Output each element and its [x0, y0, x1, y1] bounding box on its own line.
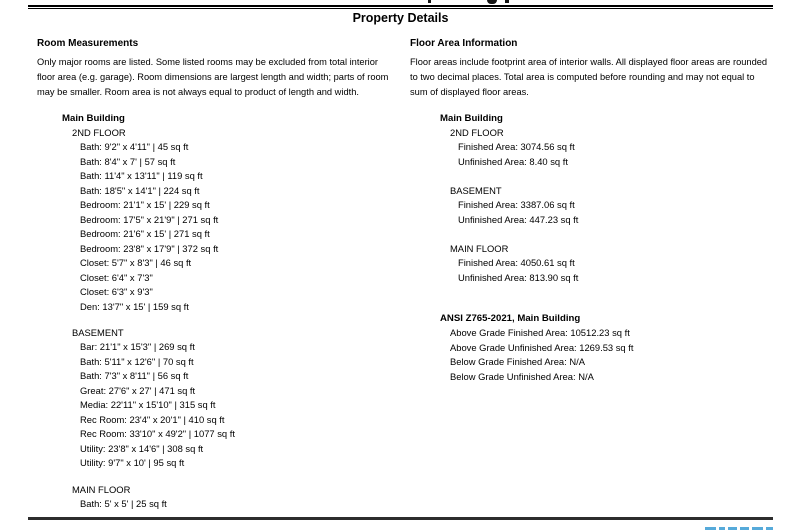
area-list: [458, 256, 770, 285]
room-row: Bath: 8'4" x 7' | 57 sq ft: [80, 155, 176, 167]
area-row: Finished Area: 4050.61 sq ft: [458, 257, 575, 268]
floor-name: BASEMENT: [72, 327, 124, 338]
room-list: [80, 497, 395, 512]
ansi-row: Below Grade Finished Area: N/A: [450, 356, 585, 367]
room-row: Closet: 6'3" x 9'3": [80, 286, 153, 297]
floor-area-information-heading: Floor Area Information: [410, 38, 518, 49]
room-row: Bath: 9'2" x 4'11" | 45 sq ft: [80, 141, 189, 152]
clipped-header-text-fragment: [428, 0, 431, 3]
room-row: Bath: 11'4" x 13'11" | 119 sq ft: [80, 170, 203, 181]
room-row: Bath: 7'3" x 8'11" | 56 sq ft: [80, 370, 189, 381]
area-row: Unfinished Area: 8.40 sq ft: [458, 155, 568, 167]
room-row: Closet: 5'7" x 8'3" | 46 sq ft: [80, 257, 192, 268]
room-measurements-building-block: [62, 112, 395, 511]
footer-rule: [28, 517, 773, 520]
room-list: [80, 140, 395, 314]
ansi-heading: ANSI Z765-2021, Main Building: [440, 313, 581, 324]
room-row: Bath: 18'5" x 14'1" | 224 sq ft: [80, 184, 200, 196]
room-row: Great: 27'6" x 27' | 471 sq ft: [80, 384, 196, 396]
floor-group-main-floor: [62, 483, 395, 512]
room-row: Closet: 6'4" x 7'3": [80, 271, 153, 283]
room-row: Utility: 23'8" x 14'6" | 308 sq ft: [80, 442, 204, 454]
area-group-2nd-floor: [440, 126, 770, 169]
building-name: Main Building: [440, 113, 503, 124]
room-row: Rec Room: 33'10" x 49'2" | 1077 sq ft: [80, 428, 235, 439]
floor-area-information-section: [410, 38, 770, 384]
building-name: Main Building: [62, 113, 125, 124]
area-group-basement: [440, 184, 770, 227]
room-row: Bedroom: 21'1" x 15' | 229 sq ft: [80, 199, 210, 210]
room-row: Bath: 5'11" x 12'6" | 70 sq ft: [80, 355, 194, 367]
floor-group-basement: [62, 326, 395, 471]
ansi-standard-block: [440, 312, 770, 384]
ansi-list: [450, 326, 770, 384]
area-row: Unfinished Area: 447.23 sq ft: [458, 213, 579, 225]
floor-name: MAIN FLOOR: [72, 483, 131, 495]
area-list: [458, 140, 770, 169]
ansi-row: Above Grade Unfinished Area: 1269.53 sq ft: [450, 341, 634, 353]
room-row: Bedroom: 23'8" x 17'9" | 372 sq ft: [80, 242, 219, 254]
room-measurements-description: Only major rooms are listed. Some listed rooms may be excluded from total interior floor area (e.g. garage). Room dimensions are largest length and width; parts of room may be smaller. Room area is not always equal to product of length and width.: [37, 57, 389, 97]
page-title: Property Details: [352, 11, 449, 25]
room-row: Bath: 5' x 5' | 25 sq ft: [80, 497, 167, 509]
room-row: Media: 22'11" x 15'10" | 315 sq ft: [80, 399, 216, 410]
room-list: [80, 340, 395, 471]
room-measurements-heading: Room Measurements: [37, 38, 139, 49]
floor-name: MAIN FLOOR: [450, 243, 509, 254]
room-row: Bar: 21'1" x 15'3" | 269 sq ft: [80, 341, 195, 352]
area-row: Unfinished Area: 813.90 sq ft: [458, 271, 579, 283]
room-row: Bedroom: 17'5" x 21'9" | 271 sq ft: [80, 213, 219, 225]
floor-area-information-description: Floor areas include footprint area of interior walls. All displayed floor areas are rounded to two decimal places. Total area is computed before rounding and may not equal to sum of displayed floor areas.: [410, 57, 768, 97]
ansi-row: Above Grade Finished Area: 10512.23 sq ft: [450, 327, 630, 338]
room-row: Utility: 9'7" x 10' | 95 sq ft: [80, 457, 185, 468]
room-row: Rec Room: 23'4" x 20'1" | 410 sq ft: [80, 413, 225, 425]
floor-name: 2ND FLOOR: [450, 127, 504, 138]
area-row: Finished Area: 3387.06 sq ft: [458, 199, 575, 210]
area-group-main-floor: [440, 242, 770, 285]
clipped-header-text-fragment: [505, 0, 509, 3]
ansi-row: Below Grade Unfinished Area: N/A: [450, 370, 594, 382]
room-row: Bedroom: 21'6" x 15' | 271 sq ft: [80, 228, 210, 239]
clipped-header-text-fragment: [487, 0, 497, 4]
area-list: [458, 198, 770, 227]
floor-name: 2ND FLOOR: [72, 127, 126, 138]
floor-area-building-block: [440, 112, 770, 285]
room-measurements-section: [37, 38, 395, 511]
header-double-rule: [28, 5, 773, 9]
room-row: Den: 13'7" x 15' | 159 sq ft: [80, 300, 189, 312]
floor-name: BASEMENT: [450, 185, 502, 196]
area-row: Finished Area: 3074.56 sq ft: [458, 141, 575, 152]
floor-group-2nd-floor: [62, 126, 395, 314]
